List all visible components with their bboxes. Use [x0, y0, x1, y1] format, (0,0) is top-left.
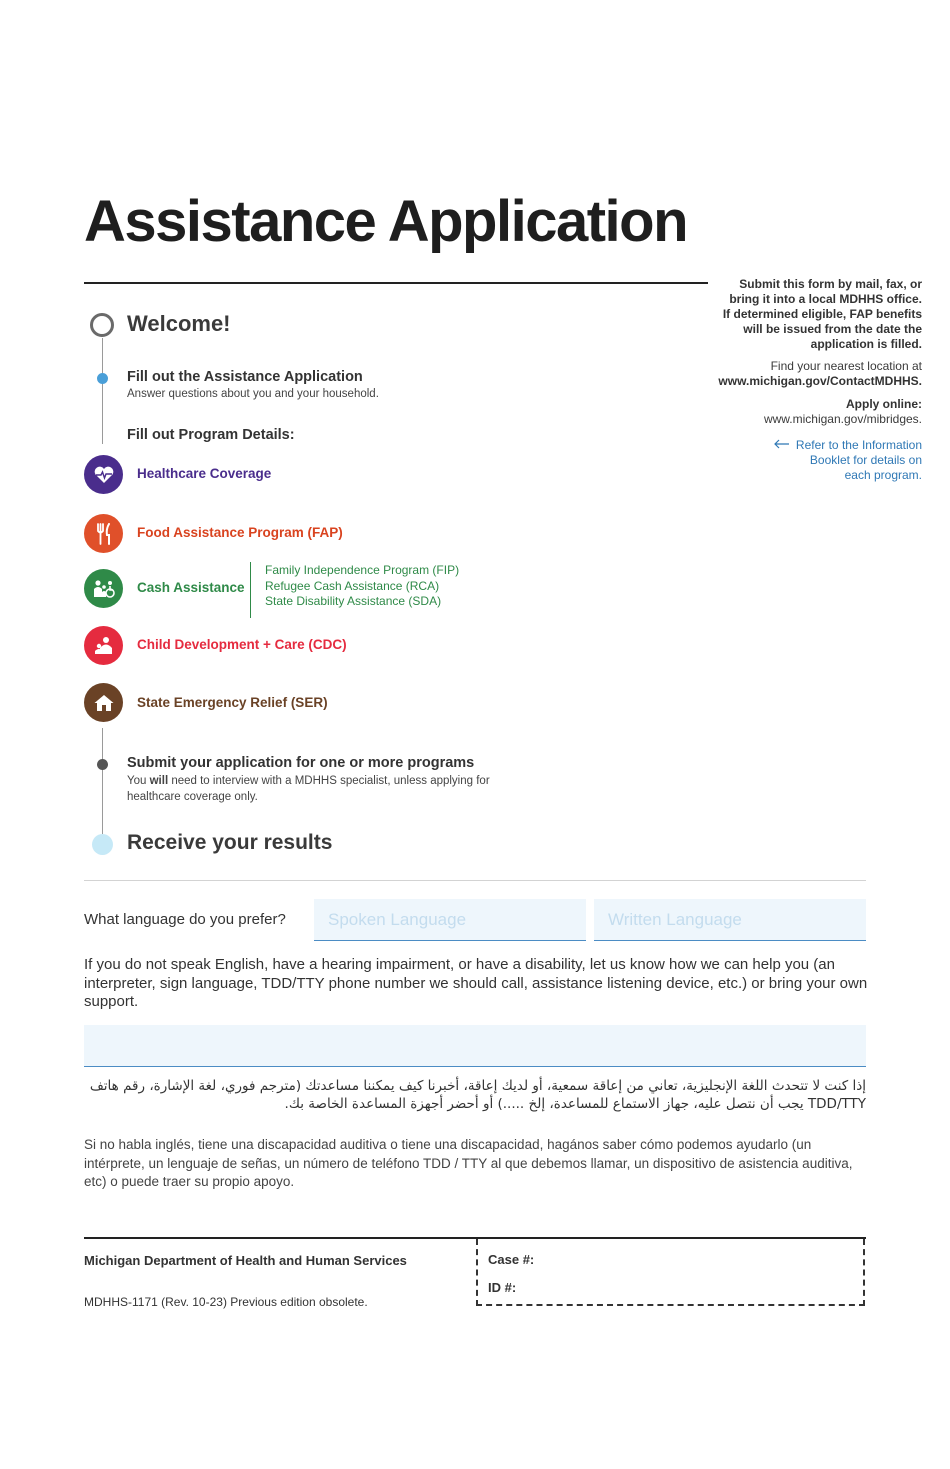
- cash-program-list: [265, 563, 459, 610]
- find-location: Find your nearest location at www.michigan.gov/ContactMDHHS.: [718, 359, 922, 388]
- house-icon: [93, 693, 115, 713]
- page-title: Assistance Application: [84, 189, 688, 254]
- arrow-left-icon: [774, 438, 790, 453]
- family-wheelchair-icon: [92, 579, 116, 599]
- spanish-instructions: Si no habla inglés, tiene una discapacidad auditiva o tiene una discapacidad, hagános saber cómo podemos ayudarlo (un intérprete, un lenguaje de señas, un número de teléfono TDD / TTY al que debemos llamar, un dispositivo de asistencia auditiva, etc) o puede traer su propio apoyo.: [84, 1137, 853, 1189]
- written-language-input[interactable]: [594, 899, 866, 941]
- step-dot-icon: [97, 759, 108, 770]
- language-question: What language do you prefer?: [84, 911, 286, 928]
- healthcare-program-icon: [84, 455, 123, 494]
- arabic-instructions: إذا كنت لا تتحدث اللغة الإنجليزية، تعاني من إعاقة سمعية، أو لديك إعاقة، أخبرنا كيف يمكننا مساعدتك (مترجم فوري، لغة الإشارة، رقم هاتف TDD/TTY يجب أن نتصل عليه، جهاز الاستماع للمساعدة، إلخ .....) أو أحضر أجهزة المساعدة الخاصة بك.: [89, 1078, 866, 1112]
- step-dot-icon: [97, 373, 108, 384]
- cash-assistance-label: Cash Assistance: [137, 580, 245, 595]
- food-program-icon: [84, 514, 123, 553]
- case-id-box: [476, 1239, 865, 1306]
- receive-dot-icon: [92, 834, 113, 855]
- receive-results-heading: Receive your results: [127, 831, 333, 854]
- refer-booklet-note: Refer to the Information Booklet for details on each program.: [682, 438, 922, 483]
- cash-divider: [250, 562, 251, 618]
- timeline-line: [102, 338, 103, 444]
- timeline-line: [102, 728, 103, 834]
- accommodation-input[interactable]: [84, 1025, 866, 1067]
- form-number: MDHHS-1171 (Rev. 10-23) Previous edition obsolete.: [84, 1295, 368, 1309]
- fill-application-heading: Fill out the Assistance Application: [127, 369, 363, 385]
- department-name: Michigan Department of Health and Human Services: [84, 1253, 407, 1268]
- contact-url[interactable]: www.michigan.gov/ContactMDHHS.: [718, 374, 922, 388]
- healthcare-coverage-label: Healthcare Coverage: [137, 466, 272, 481]
- submit-subtext: You will need to interview with a MDHHS specialist, unless applying for healthcare coverage only.: [127, 775, 490, 803]
- heart-pulse-icon: [93, 465, 115, 485]
- child-care-program-icon: [84, 626, 123, 665]
- section-divider: [84, 880, 866, 881]
- program-details-heading: Fill out Program Details:: [127, 427, 295, 443]
- spoken-language-input[interactable]: [314, 899, 586, 941]
- cash-program-icon: [84, 569, 123, 608]
- rca-label: Refugee Cash Assistance (RCA): [265, 578, 440, 593]
- id-number-label: ID #:: [488, 1280, 517, 1295]
- fip-label: Family Independence Program (FIP): [265, 563, 460, 577]
- fill-application-subtext: Answer questions about you and your household.: [127, 388, 379, 400]
- mibridges-url[interactable]: www.michigan.gov/mibridges.: [763, 412, 922, 426]
- accommodation-instructions: If you do not speak English, have a hearing impairment, or have a disability, let us know how we can help you (an interpreter, sign language, TDD/TTY phone number we should call, assistance listening device, etc.) or bring your own support.: [84, 956, 868, 1010]
- sda-label: State Disability Assistance (SDA): [265, 594, 442, 608]
- submit-heading: Submit your application for one or more programs: [127, 755, 475, 771]
- state-emergency-label: State Emergency Relief (SER): [137, 695, 328, 710]
- case-number-label: Case #:: [488, 1252, 535, 1267]
- submit-instructions: Submit this form by mail, fax, or bring it into a local MDHHS office. If determined eligible, FAP benefits will be issued from the date the application is filled.: [722, 277, 922, 351]
- parent-child-icon: [93, 636, 115, 656]
- emergency-relief-program-icon: [84, 683, 123, 722]
- welcome-heading: Welcome!: [127, 311, 231, 336]
- apply-online: Apply online: www.michigan.gov/mibridges.: [763, 397, 922, 426]
- title-divider: [84, 282, 708, 284]
- step-ring-icon: [90, 313, 114, 337]
- fork-knife-icon: [94, 523, 114, 545]
- child-development-label: Child Development + Care (CDC): [137, 637, 347, 652]
- food-assistance-label: Food Assistance Program (FAP): [137, 525, 343, 540]
